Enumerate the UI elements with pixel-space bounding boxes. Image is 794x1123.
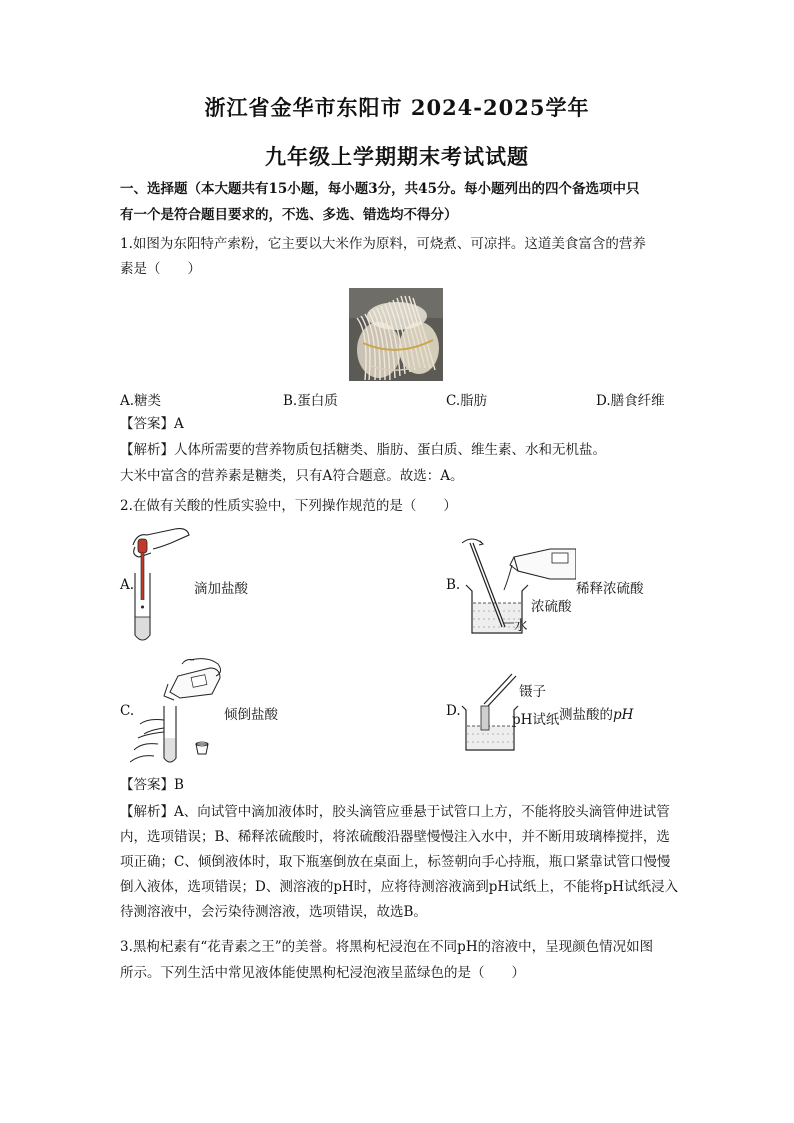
q1-stem-line1: 1.如图为东阳特产索粉，它主要以大米作为原料，可烧煮、可凉拌。这道美食富含的营养	[120, 236, 646, 252]
q2-option-b-label: 稀释浓硫酸	[576, 581, 644, 597]
ph-test-figure	[458, 670, 520, 752]
rice-noodle-photo	[349, 288, 443, 381]
page-subtitle: 九年级上学期期末考试试题	[265, 144, 529, 169]
q1-answer: 【答案】A	[120, 416, 184, 432]
q3-stem-line2: 所示。下列生活中常见液体能使黑枸杞浸泡液呈蓝绿色的是（ ）	[120, 965, 525, 981]
q2-option-d-letter: D.	[446, 703, 461, 719]
q1-option-d: D.膳食纤维	[596, 393, 665, 409]
q2-option-b-water-label: 水	[514, 618, 528, 634]
q2-option-c-letter: C.	[120, 703, 135, 719]
q2-option-c-label: 倾倒盐酸	[224, 707, 278, 723]
q2-option-d-paper-label: pH试纸	[512, 712, 560, 728]
q1-analysis-line2: 大米中富含的营养素是糖类，只有A符合题意。故选：A。	[120, 468, 464, 484]
section-heading-line1: 一、选择题（本大题共有15小题，每小题3分，共45分。每小题列出的四个备选项中只	[120, 181, 640, 197]
q2-option-d-tweezers-label: 镊子	[519, 684, 546, 700]
q1-option-c: C.脂肪	[446, 393, 488, 409]
q2-option-d-ph-label: pH	[613, 707, 634, 723]
q2-stem: 2.在做有关酸的性质实验中，下列操作规范的是（ ）	[120, 498, 457, 514]
q2-option-a-letter: A.	[120, 577, 135, 593]
q2-option-b-letter: B.	[446, 577, 461, 593]
q1-stem-line2: 素是（ ）	[120, 261, 201, 277]
q1-analysis-line1: 【解析】人体所需要的营养物质包括糖类、脂肪、蛋白质、维生素、水和无机盐。	[120, 442, 606, 458]
q2-option-a-label: 滴加盐酸	[194, 581, 248, 597]
pour-acid-figure	[130, 654, 225, 766]
q2-analysis: 【解析】A、向试管中滴加液体时，胶头滴管应垂悬于试管口上方，不能将胶头滴管伸进试管内，选项错误；B、稀释浓硫酸时，将浓硫酸沿器壁慢慢注入水中，并不断用玻璃棒搅拌，选项正确；C、倾倒液体时，取下瓶塞倒放在桌面上，标签朝向手心持瓶，瓶口紧靠试管口慢慢倒入液体，选项错误；D、测溶液的pH时，应将待测溶液滴到pH试纸上，不能将pH试纸浸入待测溶液中，会污染待测溶液，选项错误，故选B。	[120, 804, 679, 920]
section-heading-line2: 有一个是符合题目要求的，不选、多选、错选均不得分）	[120, 207, 458, 223]
q2-answer: 【答案】B	[120, 777, 184, 793]
q2-option-d-label: 测盐酸的pH	[559, 707, 634, 723]
page-title: 浙江省金华市东阳市 2024-2025学年	[204, 95, 590, 120]
q1-option-a: A.糖类	[120, 393, 162, 409]
q1-option-b: B.蛋白质	[283, 393, 338, 409]
q3-stem-line1: 3.黑枸杞素有“花青素之王”的美誉。将黑枸杞浸泡在不同pH的溶液中，呈现颜色情况如图	[120, 939, 654, 955]
dropper-testtube-figure	[125, 525, 200, 647]
q2-option-b-acid-label: 浓硫酸	[531, 599, 572, 615]
